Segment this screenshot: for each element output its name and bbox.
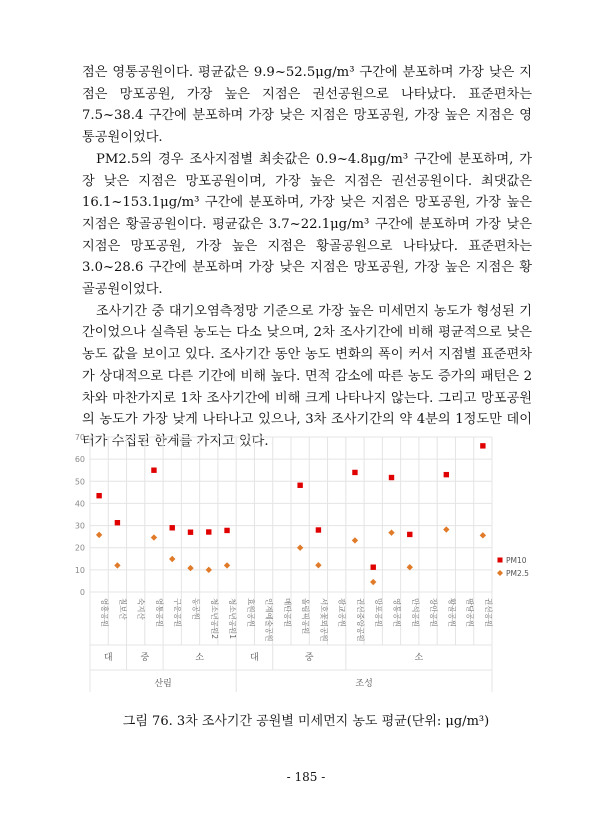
x-category-label: 칠보산 — [118, 598, 128, 620]
x-category-label: 영흥공원 — [100, 598, 110, 627]
pm25-point — [352, 537, 358, 543]
pm10-point — [224, 528, 229, 533]
paragraph: 점은 영통공원이다. 평균값은 9.9~52.5μg/m³ 구간에 분포하며 가장 낮은 지점은 망포공원, 가장 높은 지점은 권선공원으로 나타났다. 표준편차는 7.5~38.4 구간에 분포하며 가장 낮은 지점은 망포공원, 가장 높은 지점은 영통공원이었다. — [82, 65, 532, 146]
pm10-point — [206, 529, 211, 534]
x-category-label: 효원공원 — [246, 598, 256, 627]
pm10-point — [407, 532, 412, 537]
pm10-point — [115, 520, 120, 525]
legend-label: PM10 — [506, 556, 527, 565]
size-group-label: 중 — [140, 653, 150, 663]
size-group-label: 대 — [103, 653, 113, 663]
x-category-label: 만석공원 — [410, 598, 420, 627]
y-tick-label: 50 — [74, 477, 85, 487]
size-group-label: 소 — [414, 653, 424, 663]
pm10-point — [316, 527, 321, 532]
x-category-label: 황골공원 — [447, 598, 457, 627]
figure-caption: 그림 76. 3차 조사기간 공원별 미세먼지 농도 평균(단위: μg/m³) — [122, 714, 490, 729]
body-text — [82, 62, 532, 453]
pm10-point — [151, 468, 156, 473]
y-tick-label: 60 — [74, 455, 85, 465]
pm25-point — [297, 545, 303, 551]
x-category-label: 장안공원 — [429, 598, 439, 627]
x-category-label: 청소년공원1 — [228, 598, 238, 639]
pm10-point — [389, 475, 394, 480]
y-tick-label: 0 — [79, 588, 85, 597]
x-category-label: 청소년공원2 — [209, 598, 219, 639]
paragraph: 조사기간 중 대기오염측정망 기준으로 가장 높은 미세먼지 농도가 형성된 기간이었으나 실측된 농도는 다소 낮으며, 2차 조사기간에 비해 평균적으로 낮은 농도 값을 보이고 있다. 조사기간 동안 농도 변화의 폭이 커서 지점별 표준편차가 상대적으로 다른 기간에 비해 높다. 면적 감소에 따른 농도 증가의 패턴은 2차와 마찬가지로 1차 조사기간에 비해 크게 나타나지 않는다. 그리고 망포공원의 농도가 가장 낮게 나타나고 있으나, 3차 조사기간의 약 4분의 1정도만 데이터가 수집된 한계를 가지고 있다. — [82, 303, 532, 449]
pm10-point — [371, 565, 376, 570]
x-category-label: 서호꽃뫼공원 — [319, 598, 329, 642]
size-group-label: 소 — [195, 653, 204, 663]
y-tick-label: 40 — [74, 499, 85, 509]
x-category-label: 권선공원 — [483, 598, 493, 627]
pm10-point — [352, 470, 357, 475]
pm25-point — [169, 556, 175, 562]
pm10-point — [444, 472, 449, 477]
x-category-label: 영통공원 — [392, 598, 402, 627]
size-group-label: 중 — [304, 653, 314, 663]
y-tick-label: 30 — [74, 521, 85, 531]
type-group-label: 산림 — [154, 679, 172, 689]
x-category-label: 권선중앙공원 — [355, 598, 365, 642]
pm-scatter-chart — [70, 425, 540, 710]
pm25-point — [206, 567, 212, 573]
y-tick-label: 70 — [74, 433, 85, 442]
pm25-point — [388, 529, 394, 535]
x-category-label: 광교공원 — [337, 598, 347, 627]
pm25-point — [114, 562, 120, 568]
x-category-label: 인계예술공원 — [264, 598, 274, 642]
y-tick-label: 10 — [74, 565, 85, 575]
pm25-point — [443, 526, 449, 532]
pm25-point — [224, 562, 230, 568]
pm10-point — [96, 493, 101, 498]
size-group-label: 대 — [250, 653, 259, 663]
pm10-point — [170, 525, 175, 530]
pm10-point — [297, 483, 302, 488]
paragraph: PM2.5의 경우 조사지점별 최솟값은 0.9~4.8μg/m³ 구간에 분포하며, 가장 낮은 지점은 망포공원이며, 가장 높은 지점은 권선공원이다. 최댓값은 16.1~153.1μg/m³ 구간에 분포하며, 가장 낮은 지점은 망포공원, 가장 높은 지점은 황골공원이다. 평균값은 3.7~22.1μg/m³ 구간에 분포하며 가장 낮은 지점은 망포공원, 가장 높은 지점은 황골공원으로 나타났다. 표준편차는 3.0~28.6 구간에 분포하며 가장 낮은 지점은 망포공원, 가장 높은 지점은 황골공원이었다. — [82, 151, 532, 298]
pm25-point — [151, 534, 157, 540]
pm25-point — [370, 579, 376, 585]
x-category-label: 올림픽공원 — [301, 598, 311, 635]
pm25-point — [96, 532, 102, 538]
x-category-label: 영통공원 — [154, 598, 164, 627]
pm25-point — [315, 562, 321, 568]
pm10-point — [188, 530, 193, 535]
x-category-label: 동공원 — [191, 598, 201, 620]
page-number: - 185 - — [286, 770, 326, 784]
x-category-label: 망포공원 — [374, 598, 384, 627]
x-category-label: 매탄공원 — [282, 598, 292, 627]
x-category-label: 팔달공원 — [465, 598, 475, 627]
legend-marker-pm25 — [497, 570, 503, 576]
y-tick-label: 20 — [74, 543, 85, 553]
x-category-label: 숙지산 — [136, 598, 146, 620]
pm10-point — [480, 443, 485, 448]
type-group-label: 조성 — [355, 679, 373, 689]
pm25-point — [480, 532, 486, 538]
legend-label: PM2.5 — [506, 569, 529, 578]
legend-marker-pm10 — [498, 558, 503, 563]
x-category-label: 구운공원 — [173, 598, 183, 627]
